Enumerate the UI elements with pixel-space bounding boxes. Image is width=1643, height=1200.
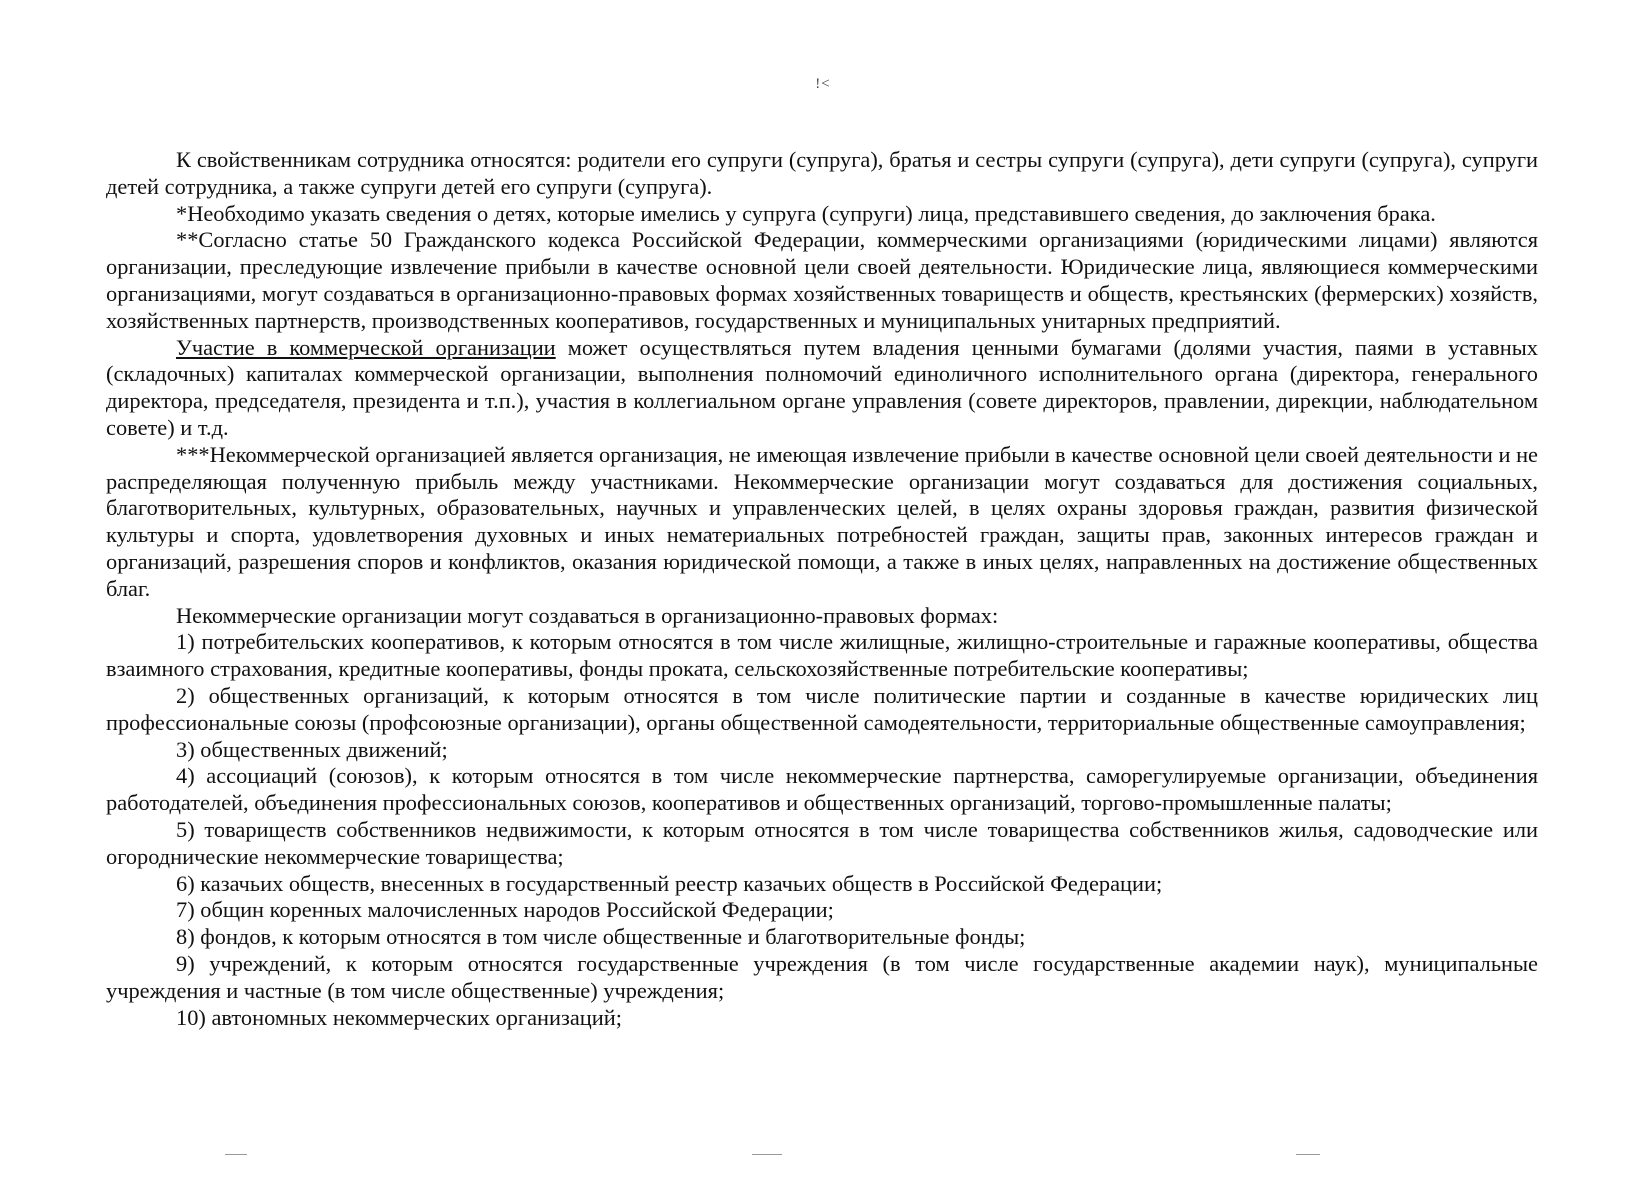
underlined-term: Участие в коммерческой организации: [176, 334, 556, 360]
list-item-1: [106, 629, 1538, 683]
list-item-text: 5) товариществ собственников недвижимости, к которым относятся в том числе товарищества собственников жилья, садоводческие или огороднические некоммерческие товарищества;: [106, 816, 1538, 869]
paragraph-text: *Необходимо указать сведения о детях, которые имелись у супруга (супруги) лица, представившего сведения, до заключения брака.: [176, 200, 1436, 226]
scan-artifact-line-right: [1296, 1154, 1320, 1155]
list-item-7: [106, 897, 1538, 924]
list-item-text: 1) потребительских кооперативов, к которым относятся в том числе жилищные, жилищно-строительные и гаражные кооперативы, общества взаимного страхования, кредитные кооперативы, фонды проката, сельскохозяйственные потребительские кооперативы;: [106, 629, 1538, 682]
page-number: !˂: [815, 76, 831, 92]
list-item-8: [106, 924, 1538, 951]
list-item-text: 3) общественных движений;: [176, 736, 448, 762]
list-item-5: [106, 817, 1538, 871]
list-item-4: [106, 763, 1538, 817]
scan-artifact-line-left: [225, 1154, 247, 1155]
paragraph-text: **Согласно статье 50 Гражданского кодекса Российской Федерации, коммерческими организациями (юридическими лицами) являются организации, преследующие извлечение прибыли в качестве основной цели своей деятельности. Юридические лица, являющиеся коммерческими организациями, могут создаваться в организационно-правовых формах хозяйственных товариществ и обществ, крестьянских (фермерских) хозяйств, хозяйственных партнерств, производственных кооперативов, государственных и муниципальных унитарных предприятий.: [106, 227, 1538, 333]
paragraph-participation: [106, 335, 1538, 442]
list-item-6: [106, 871, 1538, 898]
list-item-text: 6) казачьих обществ, внесенных в государственный реестр казачьих обществ в Российской Федерации;: [176, 870, 1163, 896]
list-item-9: [106, 951, 1538, 1005]
list-item-text: 7) общин коренных малочисленных народов Российской Федерации;: [176, 897, 834, 923]
list-item-text: 10) автономных некоммерческих организаций;: [176, 1004, 622, 1030]
paragraph-text: ***Некоммерческой организацией является организация, не имеющая извлечение прибыли в качестве основной цели своей деятельности и не распределяющая полученную прибыль между участниками. Некоммерческие организации могут создаваться для достижения социальных, благотворительных, культурных, образовательных, научных и управленческих целей, в целях охраны здоровья граждан, развития физической культуры и спорта, удовлетворения духовных и иных нематериальных потребностей граждан, защиты прав, законных интересов граждан и организаций, разрешения споров и конфликтов, оказания юридической помощи, а также в иных целях, направленных на достижение общественных благ.: [106, 441, 1538, 601]
list-item-text: 4) ассоциаций (союзов), к которым относятся в том числе некоммерческие партнерства, саморегулируемые организации, объединения работодателей, объединения профессиональных союзов, кооперативов и общественных организаций, торгово-промышленные палаты;: [106, 763, 1538, 816]
document-body: [106, 147, 1538, 1031]
paragraph-text: может осуществляться путем владения ценными бумагами (долями участия, паями в уставных (складочных) капиталах коммерческой организации, выполнения полномочий единоличного исполнительного органа (директора, генерального директора, председателя, президента и т.п.), участия в коллегиальном органе управления (совете директоров, правлении, дирекции, наблюдательном совете) и т.д.: [106, 334, 1538, 440]
list-item-text: 2) общественных организаций, к которым относятся в том числе политические партии и созданные в качестве юридических лиц профессиональные союзы (профсоюзные организации), органы общественной самодеятельности, территориальные общественные самоуправления;: [106, 682, 1538, 735]
scan-artifact-line-center: [752, 1154, 782, 1155]
list-item-text: 9) учреждений, к которым относятся государственные учреждения (в том числе государственные академии наук), муниципальные учреждения и частные (в том числе общественные) учреждения;: [106, 950, 1538, 1003]
list-item-text: 8) фондов, к которым относятся в том числе общественные и благотворительные фонды;: [176, 924, 1026, 950]
paragraph-text: Некоммерческие организации могут создаваться в организационно-правовых формах:: [176, 602, 999, 628]
footnote-children: [106, 201, 1538, 228]
list-item-10: [106, 1005, 1538, 1032]
paragraph-in-laws: [106, 147, 1538, 201]
footnote-commercial-orgs: [106, 227, 1538, 334]
paragraph-forms-intro: [106, 603, 1538, 630]
paragraph-text: К свойственникам сотрудника относятся: родители его супруги (супруга), братья и сестры супруги (супруга), дети супруги (супруга), супруги детей сотрудника, а также супруги детей его супруги (супруга).: [106, 147, 1538, 199]
footnote-noncommercial-orgs: [106, 442, 1538, 603]
list-item-3: [106, 737, 1538, 764]
list-item-2: [106, 683, 1538, 737]
